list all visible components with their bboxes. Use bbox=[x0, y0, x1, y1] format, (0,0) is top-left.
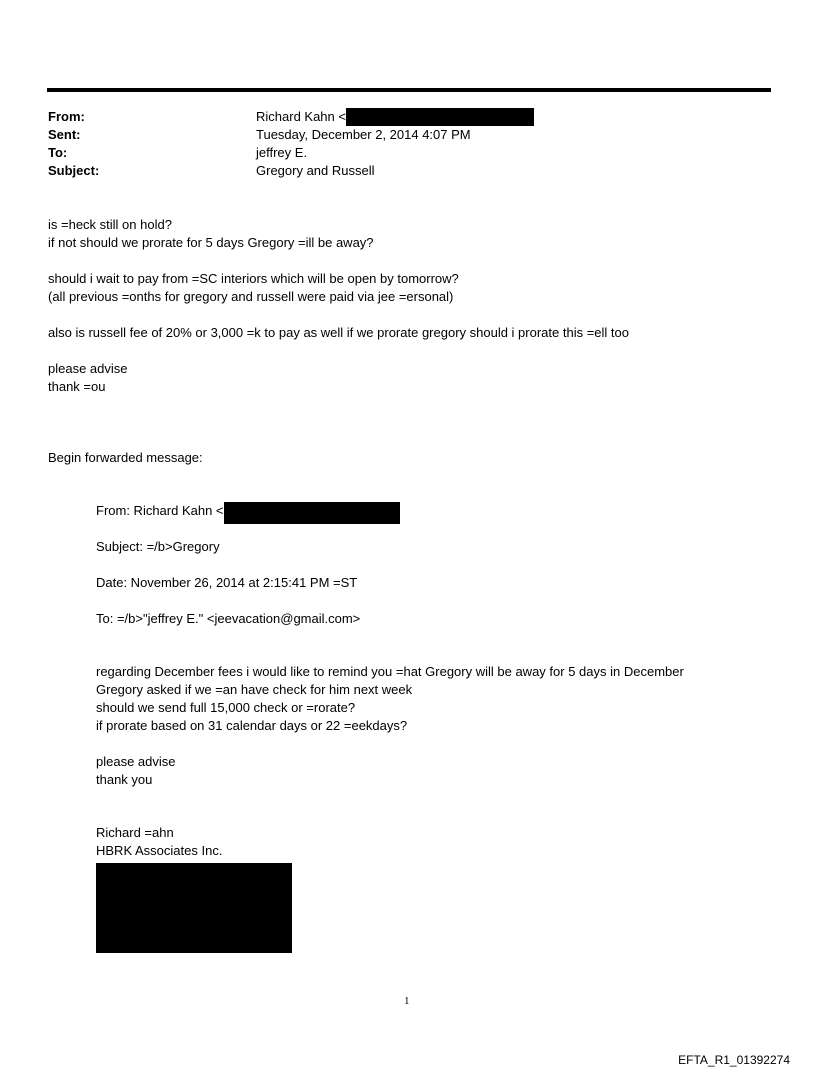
header-sent-row bbox=[48, 126, 768, 144]
header-subject-row bbox=[48, 162, 768, 180]
page-number: 1 bbox=[404, 995, 410, 1007]
redaction-box bbox=[224, 502, 400, 524]
sent-label: Sent: bbox=[48, 127, 81, 142]
document-id: EFTA_R1_01392274 bbox=[678, 1053, 790, 1067]
fwd-from: From: Richard Kahn < bbox=[96, 503, 224, 518]
header-to-row bbox=[48, 144, 768, 162]
body-line: is =heck still on hold? bbox=[48, 217, 172, 232]
body-line: (all previous =onths for gregory and russell were paid via jee =ersonal) bbox=[48, 289, 454, 304]
forwarded-body bbox=[96, 663, 684, 789]
forward-intro: Begin forwarded message: bbox=[48, 450, 203, 465]
body-line: thank =ou bbox=[48, 379, 106, 394]
fwd-date: Date: November 26, 2014 at 2:15:41 PM =ST bbox=[96, 575, 358, 590]
email-header bbox=[48, 108, 768, 180]
header-from-row bbox=[48, 108, 768, 126]
from-value-wrap bbox=[256, 108, 768, 126]
fwd-subject: Subject: =/b>Gregory bbox=[96, 539, 220, 554]
body-line: also is russell fee of 20% or 3,000 =k to pay as well if we prorate gregory should i prorate this =ell too bbox=[48, 325, 629, 340]
email-body bbox=[48, 216, 629, 396]
fwd-line: should we send full 15,000 check or =rorate? bbox=[96, 700, 356, 715]
header-rule bbox=[47, 88, 771, 92]
subject-label: Subject: bbox=[48, 163, 100, 178]
fwd-to: To: =/b>"jeffrey E." <jeevacation@gmail.com> bbox=[96, 611, 361, 626]
fwd-from-row bbox=[96, 502, 400, 520]
fwd-line: regarding December fees i would like to remind you =hat Gregory will be away for 5 days in December bbox=[96, 664, 684, 679]
fwd-line: Gregory asked if we =an have check for him next week bbox=[96, 682, 413, 697]
signature-name: Richard =ahn bbox=[96, 825, 174, 840]
subject-value: Gregory and Russell bbox=[256, 163, 375, 178]
fwd-line: if prorate based on 31 calendar days or 22 =eekdays? bbox=[96, 718, 408, 733]
body-line: if not should we prorate for 5 days Gregory =ill be away? bbox=[48, 235, 374, 250]
from-label: From: bbox=[48, 109, 85, 124]
redaction-box bbox=[96, 863, 292, 953]
fwd-line: please advise bbox=[96, 754, 176, 769]
body-line: please advise bbox=[48, 361, 128, 376]
sent-value: Tuesday, December 2, 2014 4:07 PM bbox=[256, 127, 471, 142]
fwd-line: thank you bbox=[96, 772, 153, 787]
redaction-box bbox=[346, 108, 534, 126]
to-value: jeffrey E. bbox=[256, 145, 308, 160]
body-line: should i wait to pay from =SC interiors which will be open by tomorrow? bbox=[48, 271, 459, 286]
signature-company: HBRK Associates Inc. bbox=[96, 843, 223, 858]
signature bbox=[96, 824, 222, 860]
to-label: To: bbox=[48, 145, 68, 160]
forwarded-header bbox=[96, 502, 400, 520]
from-value: Richard Kahn < bbox=[256, 109, 346, 124]
